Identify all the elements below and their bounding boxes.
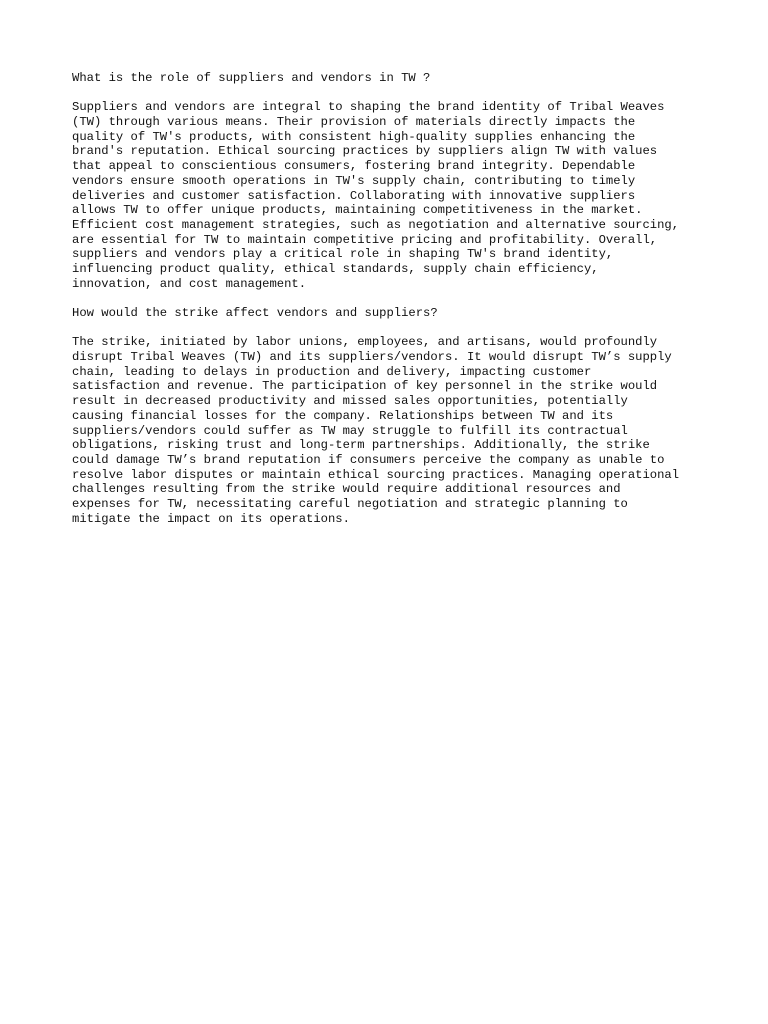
paragraph-gap bbox=[72, 291, 712, 306]
paragraph-line: (TW) through various means. Their provision of materials directly impacts the bbox=[72, 115, 636, 130]
paragraph-gap bbox=[72, 86, 712, 101]
paragraph-line: are essential for TW to maintain competitive pricing and profitability. Overall, bbox=[72, 232, 658, 247]
paragraph-line: that appeal to conscientious consumers, fostering brand integrity. Dependable bbox=[72, 159, 636, 174]
answer-paragraph bbox=[72, 100, 712, 291]
paragraph-line: chain, leading to delays in production and delivery, impacting customer bbox=[72, 364, 592, 379]
paragraph-line: quality of TW's products, with consistent high-quality supplies enhancing the bbox=[72, 129, 636, 144]
section-suppliers-role bbox=[72, 71, 712, 291]
paragraph-line: causing financial losses for the company. Relationships between TW and its bbox=[72, 408, 614, 423]
paragraph-line: vendors ensure smooth operations in TW's supply chain, contributing to timely bbox=[72, 173, 636, 188]
paragraph-line: Suppliers and vendors are integral to shaping the brand identity of Tribal Weaves bbox=[72, 100, 665, 115]
paragraph-line: challenges resulting from the strike would require additional resources and bbox=[72, 482, 621, 497]
paragraph-line: deliveries and customer satisfaction. Collaborating with innovative suppliers bbox=[72, 188, 636, 203]
paragraph-line: could damage TW’s brand reputation if consumers perceive the company as unable to bbox=[72, 452, 665, 467]
paragraph-line: resolve labor disputes or maintain ethical sourcing practices. Managing operational bbox=[72, 467, 680, 482]
paragraph-line: allows TW to offer unique products, maintaining competitiveness in the market. bbox=[72, 203, 643, 218]
paragraph-line: suppliers and vendors play a critical role in shaping TW's brand identity, bbox=[72, 247, 614, 262]
question-heading: How would the strike affect vendors and suppliers? bbox=[72, 306, 438, 320]
paragraph-line: mitigate the impact on its operations. bbox=[72, 511, 350, 526]
paragraph-line: expenses for TW, necessitating careful negotiation and strategic planning to bbox=[72, 496, 628, 511]
paragraph-line: The strike, initiated by labor unions, employees, and artisans, would profoundly bbox=[72, 335, 658, 350]
paragraph-line: influencing product quality, ethical standards, supply chain efficiency, bbox=[72, 261, 599, 276]
section-strike-impact bbox=[72, 306, 712, 526]
paragraph-line: disrupt Tribal Weaves (TW) and its suppliers/vendors. It would disrupt TW’s supply bbox=[72, 350, 672, 365]
paragraph-line: suppliers/vendors could suffer as TW may struggle to fulfill its contractual bbox=[72, 423, 628, 438]
paragraph-line: satisfaction and revenue. The participation of key personnel in the strike would bbox=[72, 379, 658, 394]
question-heading: What is the role of suppliers and vendors in TW ? bbox=[72, 71, 431, 85]
paragraph-line: Efficient cost management strategies, such as negotiation and alternative sourcing, bbox=[72, 217, 680, 232]
paragraph-line: result in decreased productivity and missed sales opportunities, potentially bbox=[72, 394, 628, 409]
answer-paragraph bbox=[72, 335, 712, 526]
document-page bbox=[72, 71, 712, 526]
paragraph-line: obligations, risking trust and long-term partnerships. Additionally, the strike bbox=[72, 438, 650, 453]
paragraph-gap bbox=[72, 321, 712, 336]
paragraph-line: innovation, and cost management. bbox=[72, 276, 307, 291]
paragraph-line: brand's reputation. Ethical sourcing practices by suppliers align TW with values bbox=[72, 144, 658, 159]
